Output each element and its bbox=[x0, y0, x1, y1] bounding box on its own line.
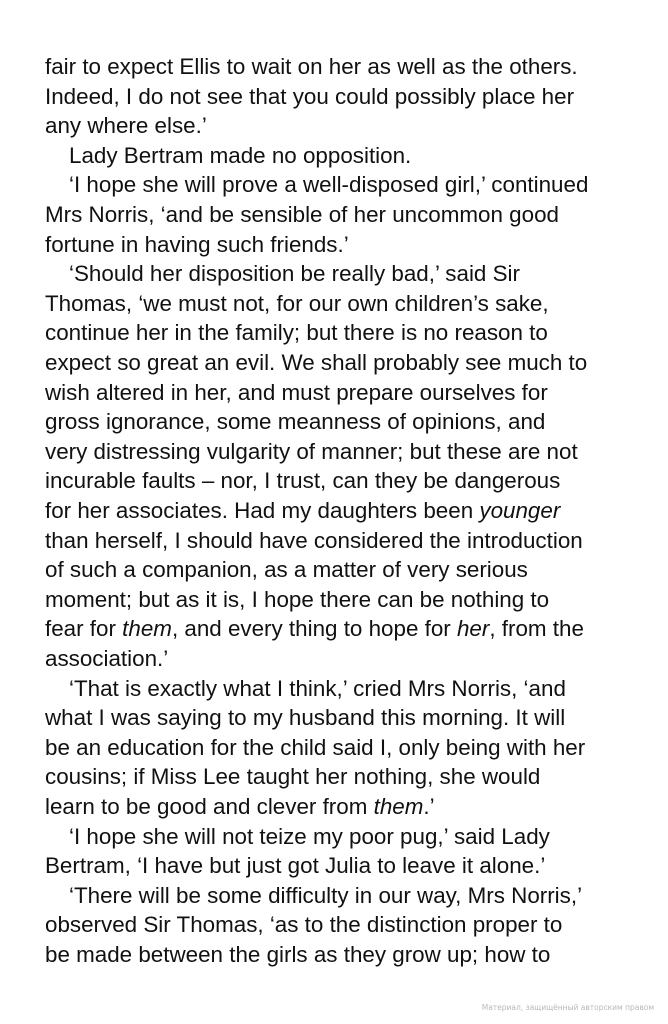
text-line bbox=[45, 466, 560, 496]
text-line bbox=[45, 851, 545, 881]
text-run: than herself, I should have considered the introduction bbox=[45, 527, 583, 553]
text-run: Lady Bertram made no opposition. bbox=[69, 142, 412, 168]
text-run: gross ignorance, some meanness of opinions, and bbox=[45, 409, 546, 435]
text-run: Thomas, ‘we must not, for our own children’s sake, bbox=[45, 290, 549, 316]
text-run: be made between the girls as they grow up; how to bbox=[45, 942, 551, 967]
text-line bbox=[69, 141, 411, 171]
text-run: incurable faults – nor, I trust, can they be dangerous bbox=[45, 468, 561, 494]
text-run: learn to be good and clever from bbox=[45, 794, 374, 819]
text-line bbox=[45, 407, 545, 437]
text-line bbox=[45, 585, 549, 615]
text-run: continue her in the family; but there is no reason to bbox=[45, 320, 548, 346]
text-line bbox=[45, 82, 574, 112]
text-line bbox=[45, 792, 435, 822]
text-run: observed Sir Thomas, ‘as to the distinction proper to bbox=[45, 912, 563, 938]
text-run: Bertram, ‘I have but just got Julia to leave it alone.’ bbox=[45, 853, 546, 879]
text-line bbox=[45, 289, 549, 319]
text-line bbox=[45, 762, 540, 792]
text-line bbox=[69, 674, 566, 704]
text-run: cousins; if Miss Lee taught her nothing, she would bbox=[45, 764, 541, 790]
text-line bbox=[45, 200, 559, 230]
text-run: association.’ bbox=[45, 646, 169, 671]
text-line bbox=[45, 378, 548, 408]
text-run: .’ bbox=[423, 794, 435, 819]
italic-text: younger bbox=[479, 498, 561, 523]
text-line bbox=[69, 259, 520, 289]
text-run: Mrs Norris, ‘and be sensible of her uncommon good bbox=[45, 202, 559, 227]
text-line bbox=[45, 733, 585, 763]
text-run: ‘I hope she will not teize my poor pug,’ said Lady bbox=[69, 823, 550, 849]
text-line bbox=[45, 703, 565, 733]
text-line bbox=[69, 170, 588, 200]
copyright-watermark: Материал, защищённый авторским правом bbox=[481, 1003, 654, 1012]
text-run: ‘There will be some difficulty in our way, Mrs Norris,’ bbox=[69, 882, 583, 908]
text-run: very distressing vulgarity of manner; but these are not bbox=[45, 438, 578, 464]
text-run: , and every thing to hope for bbox=[171, 616, 457, 642]
text-run: , from the bbox=[489, 616, 584, 642]
italic-text: her bbox=[456, 616, 490, 642]
text-run: ‘That is exactly what I think,’ cried Mrs Norris, ‘and bbox=[69, 675, 566, 701]
text-run: of such a companion, as a matter of very serious bbox=[45, 557, 528, 583]
text-line bbox=[45, 348, 587, 378]
text-line bbox=[69, 881, 582, 911]
text-run: what I was saying to my husband this morning. It will bbox=[45, 705, 566, 731]
text-run: any where else.’ bbox=[45, 113, 207, 139]
text-line bbox=[45, 555, 528, 585]
italic-text: them bbox=[122, 616, 172, 642]
italic-text: them bbox=[373, 794, 424, 819]
text-run: ‘Should her disposition be really bad,’ said Sir bbox=[69, 261, 520, 287]
text-line bbox=[45, 437, 578, 467]
text-run: moment; but as it is, I hope there can be nothing to bbox=[45, 586, 550, 612]
text-line bbox=[45, 52, 578, 82]
text-line bbox=[45, 496, 560, 526]
text-run: expect so great an evil. We shall probably see much to bbox=[45, 350, 588, 375]
text-line bbox=[45, 230, 349, 260]
text-run: ‘I hope she will prove a well-disposed girl,’ continued bbox=[69, 172, 589, 198]
text-run: be an education for the child said I, only being with her bbox=[45, 734, 586, 760]
text-line bbox=[45, 614, 584, 644]
text-line bbox=[45, 644, 168, 674]
text-run: fear for bbox=[45, 616, 123, 642]
text-run: wish altered in her, and must prepare ourselves for bbox=[45, 379, 548, 405]
text-line bbox=[45, 318, 548, 348]
text-run: fortune in having such friends.’ bbox=[45, 231, 349, 257]
text-run: for her associates. Had my daughters been bbox=[45, 498, 480, 523]
text-line bbox=[45, 526, 583, 556]
text-line bbox=[69, 822, 550, 852]
text-line bbox=[45, 910, 562, 940]
text-line bbox=[45, 940, 550, 970]
text-line bbox=[45, 111, 207, 141]
text-run: fair to expect Ellis to wait on her as well as the others. bbox=[45, 54, 578, 79]
text-run: Indeed, I do not see that you could possibly place her bbox=[45, 83, 575, 109]
